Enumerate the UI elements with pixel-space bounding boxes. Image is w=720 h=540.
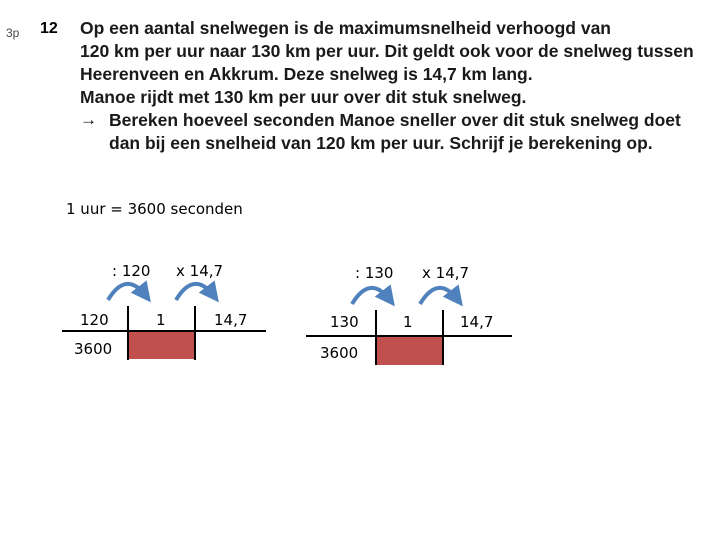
table-cell: 120 — [80, 311, 109, 329]
operation-label: : 130 — [355, 264, 394, 282]
arc-arrow-icon — [420, 288, 458, 304]
arc-arrow-icon — [176, 284, 214, 300]
task-line: dan bij een snelheid van 120 km per uur. Schrijf je berekening op. — [109, 133, 653, 153]
arc-arrow-icon — [352, 288, 390, 304]
table-cell: 1 — [403, 313, 413, 331]
question-line: Manoe rijdt met 130 km per uur over dit stuk snelweg. — [80, 87, 527, 107]
question-number: 12 — [40, 20, 58, 37]
table-cell: 3600 — [74, 340, 113, 358]
table-cell: 130 — [330, 313, 359, 331]
question-line: Heerenveen en Akkrum. Deze snelweg is 14,7 km lang. — [80, 64, 533, 84]
table-cell: 14,7 — [214, 311, 248, 329]
operation-label: : 120 — [112, 262, 151, 280]
points-label: 3p — [6, 26, 20, 40]
arrow-right-icon: → — [80, 110, 97, 129]
operation-label: x 14,7 — [176, 262, 224, 280]
operation-label: x 14,7 — [422, 264, 470, 282]
table-cell: 3600 — [320, 344, 359, 362]
arc-arrow-icon — [108, 284, 146, 300]
table-cell: 1 — [156, 311, 166, 329]
task-line: Bereken hoeveel seconden Manoe sneller over dit stuk snelweg doet — [109, 110, 681, 130]
question-line: 120 km per uur naar 130 km per uur. Dit geldt ook voor de snelweg tussen — [80, 41, 694, 61]
question-line: Op een aantal snelwegen is de maximumsnelheid verhoogd van — [80, 18, 611, 38]
conversion-note: 1 uur = 3600 seconden — [66, 200, 243, 218]
table-cell: 14,7 — [460, 313, 494, 331]
